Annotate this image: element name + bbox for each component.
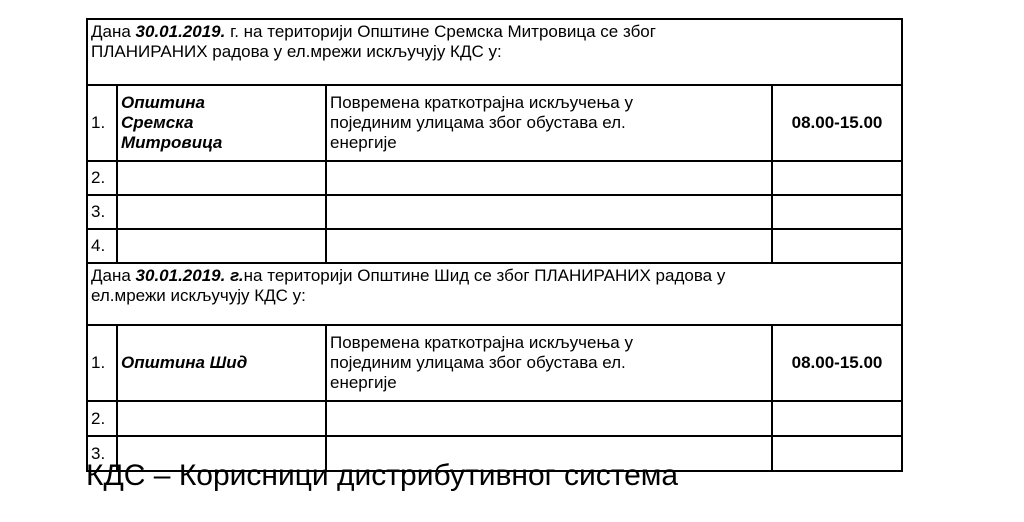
row-number: 4. [87, 229, 117, 263]
section1-header-line2: ПЛАНИРАНИХ радова у ел.мрежи искључују КДС у: [91, 42, 502, 61]
section2-header-cell [87, 263, 902, 325]
municipality-cell [117, 401, 326, 436]
municipality-cell [117, 85, 326, 161]
description-cell [326, 401, 772, 436]
description-cell [326, 229, 772, 263]
section2-header-prefix: Дана [91, 266, 136, 285]
description-line: Повремена краткотрајна искључења у [330, 93, 633, 112]
section2-header-line2: ел.мрежи искључују КДС у: [91, 286, 306, 305]
municipality-cell [117, 229, 326, 263]
section1-header-cell [87, 19, 902, 85]
row-number: 3. [87, 436, 117, 471]
table-row [87, 401, 902, 436]
time-cell [772, 195, 902, 229]
description-line: појединим улицама због обустава ел. [330, 113, 626, 132]
description-line: појединим улицама због обустава ел. [330, 353, 626, 372]
table-row [87, 85, 902, 161]
section2-date: 30.01.2019. [135, 266, 226, 285]
municipality-line: Општина [121, 93, 205, 112]
municipality-line: Митровица [121, 133, 223, 152]
table-row [87, 325, 902, 401]
municipality-cell [117, 161, 326, 195]
description-line: енергије [330, 373, 397, 392]
row-number: 1. [87, 85, 117, 161]
description-line: енергије [330, 133, 397, 152]
description-cell [326, 85, 772, 161]
section2-header-mid: на територији Општине Шид се због ПЛАНИРАНИХ радова у [243, 266, 726, 285]
section1-header-mid: г. на територији Општине Сремска Митровица се због [225, 22, 656, 41]
table-row [87, 195, 902, 229]
time-cell [772, 401, 902, 436]
description-line: Повремена краткотрајна искључења у [330, 333, 633, 352]
time-cell: 08.00-15.00 [772, 85, 902, 161]
row-number: 3. [87, 195, 117, 229]
section1-header-row [87, 19, 902, 85]
description-cell [326, 325, 772, 401]
municipality-cell [117, 195, 326, 229]
time-cell [772, 161, 902, 195]
outage-schedule-table [86, 18, 903, 472]
row-number: 2. [87, 161, 117, 195]
description-cell [326, 195, 772, 229]
municipality-cell: Општина Шид [117, 325, 326, 401]
footer-note: КДС – Корисници дистрибутивног система [86, 459, 679, 492]
table-row [87, 229, 902, 263]
row-number: 2. [87, 401, 117, 436]
section1-header-prefix: Дана [91, 22, 136, 41]
municipality-line: Сремска [121, 113, 194, 132]
description-cell [326, 161, 772, 195]
section2-header-row [87, 263, 902, 325]
time-cell: 08.00-15.00 [772, 325, 902, 401]
time-cell [772, 229, 902, 263]
section1-date: 30.01.2019. [135, 22, 226, 41]
row-number: 1. [87, 325, 117, 401]
section2-header-suffix: г. [225, 266, 244, 285]
table-row [87, 161, 902, 195]
time-cell [772, 436, 902, 471]
